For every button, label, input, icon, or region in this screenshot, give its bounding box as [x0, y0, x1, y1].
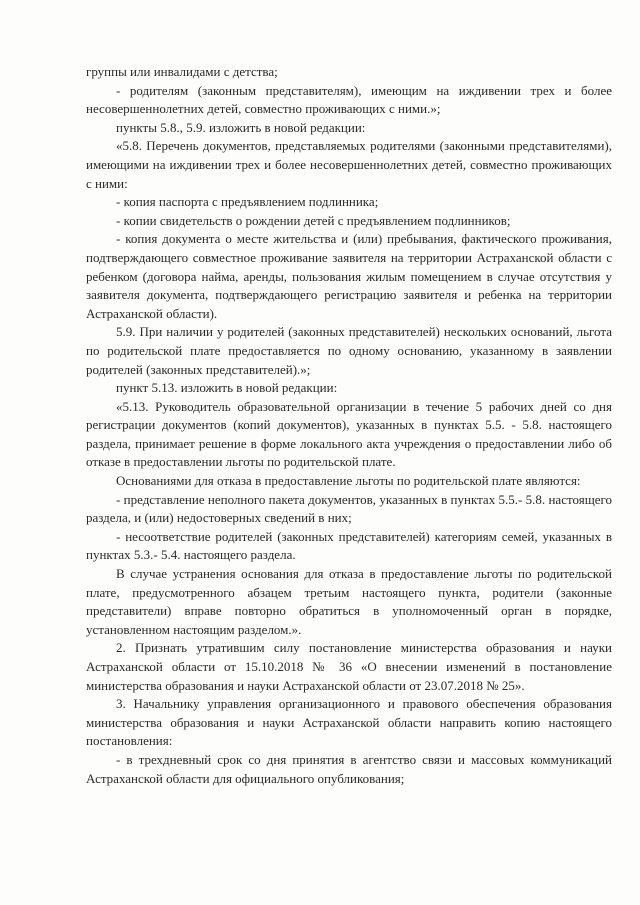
paragraph-amend-5-13: пункт 5.13. изложить в новой редакции: [116, 380, 338, 396]
document-body [86, 63, 612, 788]
paragraph-incomplete-documents: - представление неполного пакета документов, указанных в пунктах 5.5.- 5.8. настоящего раздела, и (или) недостоверных сведений в них; [86, 491, 612, 526]
paragraph-refusal-grounds: Основаниями для отказа в предоставление льготы по родительской плате являются: [116, 473, 581, 489]
paragraph-passport-copy: - копия паспорта с предъявлением подлинника; [116, 194, 379, 210]
paragraph-5-8: «5.8. Перечень документов, представляемых родителями (законными представителями), имеющими на иждивении трех и более несовершеннолетних детей, совместно проживающих с ними: [86, 138, 612, 191]
paragraph-item-2: 2. Признать утратившим силу постановление министерства образования и науки Астраханской области от 15.10.2018 № 36 «О внесении изменений в постановление министерства образования и науки Астраханской области от 23.07.2018 № 25». [86, 640, 612, 693]
paragraph-5-9: 5.9. При наличии у родителей (законных представителей) нескольких оснований, льгота по родительской плате предоставляется по одному основанию, указанному в заявлении родителей (законных представителей).»; [86, 324, 612, 377]
paragraph-item-3: 3. Начальнику управления организационного и правового обеспечения образования министерства образования и науки Астраханской области направить копию настоящего постановления: [86, 696, 612, 749]
paragraph-residence-document: - копия документа о месте жительства и (или) пребывания, фактического проживания, подтверждающего совместное проживание заявителя на территории Астраханской области с ребенком (договора найма, аренды, пользования жилым помещением в случае отсутствия у заявителя документа, подтверждающего регистрацию заявителя и ребенка на территории Астраханской области). [86, 231, 612, 321]
paragraph-birth-certificates: - копии свидетельств о рождении детей с предъявлением подлинников; [116, 212, 511, 228]
paragraph-category-mismatch: - несоответствие родителей (законных представителей) категориям семей, указанных в пунктах 5.3.- 5.4. настоящего раздела. [86, 528, 612, 563]
paragraph-continuation: группы или инвалидами с детства; [86, 64, 278, 79]
paragraph-item-large-families: - родителям (законным представителям), имеющим на иждивении трех и более несовершеннолетних детей, совместно проживающих с ними.»; [86, 82, 612, 117]
paragraph-amend-5-8-5-9: пункты 5.8., 5.9. изложить в новой редакции: [116, 119, 366, 135]
paragraph-publication: - в трехдневный срок со дня принятия в агентство связи и массовых коммуникаций Астраханской области для официального опубликования; [86, 751, 612, 786]
paragraph-resubmission: В случае устранения основания для отказа в предоставление льготы по родительской плате, предусмотренного абзацем третьим настоящего пункта, родители (законные представители) вправе повторно обратиться в уполномоченный орган в порядке, установленном настоящим разделом.». [86, 566, 612, 637]
paragraph-5-13: «5.13. Руководитель образовательной организации в течение 5 рабочих дней со дня регистрации документов (копий документов), указанных в пунктах 5.5. - 5.8. настоящего раздела, принимает решение в форме локального акта учреждения о предоставлении либо об отказе в предоставлении льготы по родительской плате. [86, 398, 612, 470]
